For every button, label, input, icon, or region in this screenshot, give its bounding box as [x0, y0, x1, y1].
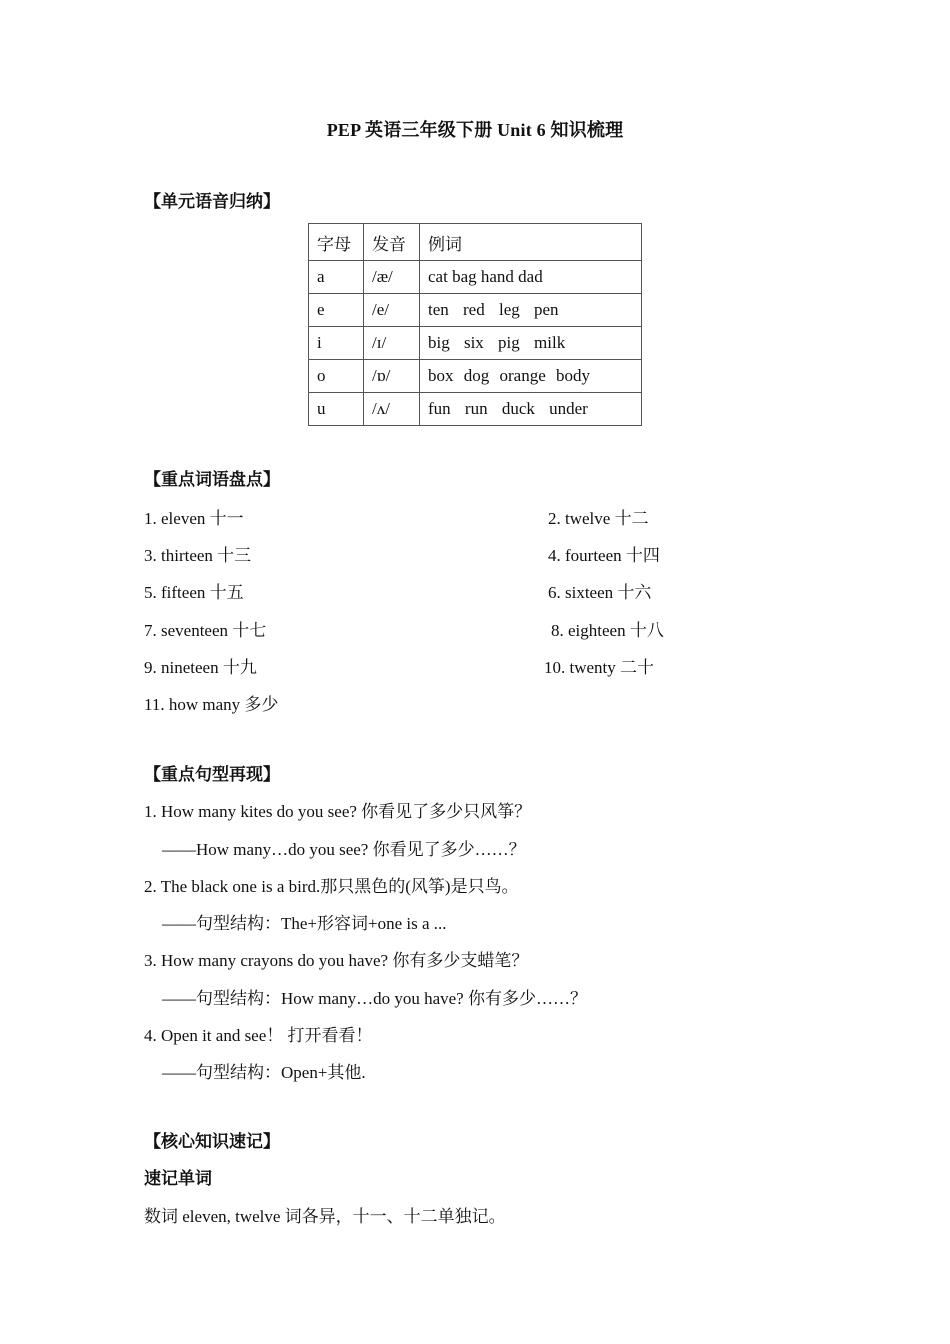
vocab-item: 4. fourteen 十四: [548, 546, 660, 565]
vocab-item: 11. how many 多少: [144, 695, 279, 714]
sentence-line: 3. How many crayons do you have? 你有多少支蜡笔？: [144, 951, 529, 970]
sentence-line: ——How many…do you see? 你看见了多少……？: [162, 840, 526, 859]
phonics-table: [308, 223, 642, 426]
section-heading-vocabulary: 【重点词语盘点】: [144, 470, 280, 490]
vocab-item: 2. twelve 十二: [548, 509, 649, 528]
vocab-item: 7. seventeen 十七: [144, 621, 267, 640]
vocab-item: 3. thirteen 十三: [144, 546, 252, 565]
vocab-item: 8. eighteen 十八: [551, 621, 664, 640]
table-cell-examples: cat bag hand dad: [420, 261, 642, 294]
table-row: [309, 294, 642, 327]
sentence-line: ——句型结构：How many…do you have? 你有多少……？: [162, 989, 587, 1008]
table-cell-letter: a: [309, 261, 364, 294]
table-cell-letter: u: [309, 393, 364, 426]
subheading-quick-words: 速记单词: [144, 1169, 212, 1189]
table-cell-sound: /e/: [364, 294, 420, 327]
table-cell-sound: /ɒ/: [364, 360, 420, 393]
table-header-row: [309, 224, 642, 261]
table-cell-examples: ten red leg pen: [420, 294, 642, 327]
table-cell-sound: /ɪ/: [364, 327, 420, 360]
table-row: [309, 393, 642, 426]
table-header-cell: 例词: [420, 224, 642, 261]
table-header-cell: 字母: [309, 224, 364, 261]
table-cell-examples: big six pig milk: [420, 327, 642, 360]
sentence-line: 2. The black one is a bird.那只黑色的(风筝)是只鸟。: [144, 877, 519, 896]
table-row: [309, 327, 642, 360]
vocab-item: 6. sixteen 十六: [548, 583, 652, 602]
table-cell-letter: i: [309, 327, 364, 360]
table-cell-sound: /æ/: [364, 261, 420, 294]
page-title: PEP 英语三年级下册 Unit 6 知识梳理: [326, 120, 624, 140]
table-cell-examples: box dog orange body: [420, 360, 642, 393]
vocab-item: 9. nineteen 十九: [144, 658, 257, 677]
sentence-line: 1. How many kites do you see? 你看见了多少只风筝？: [144, 802, 532, 821]
body-text: 数词 eleven, twelve 词各异，十一、十二单独记。: [144, 1207, 506, 1226]
vocab-item: 5. fifteen 十五: [144, 583, 244, 602]
table-cell-letter: e: [309, 294, 364, 327]
table-header-cell: 发音: [364, 224, 420, 261]
table-cell-letter: o: [309, 360, 364, 393]
section-heading-sentences: 【重点句型再现】: [144, 765, 280, 785]
vocab-item: 10. twenty 二十: [544, 658, 655, 677]
table-cell-sound: /ʌ/: [364, 393, 420, 426]
sentence-line: 4. Open it and see！ 打开看看！: [144, 1026, 373, 1045]
section-heading-core-knowledge: 【核心知识速记】: [144, 1132, 280, 1152]
section-heading-phonics: 【单元语音归纳】: [144, 192, 280, 212]
vocab-item: 1. eleven 十一: [144, 509, 244, 528]
table-cell-examples: fun run duck under: [420, 393, 642, 426]
sentence-line: ——句型结构：The+形容词+one is a ...: [162, 914, 447, 933]
table-row: [309, 360, 642, 393]
sentence-line: ——句型结构：Open+其他.: [162, 1063, 366, 1082]
table-row: [309, 261, 642, 294]
